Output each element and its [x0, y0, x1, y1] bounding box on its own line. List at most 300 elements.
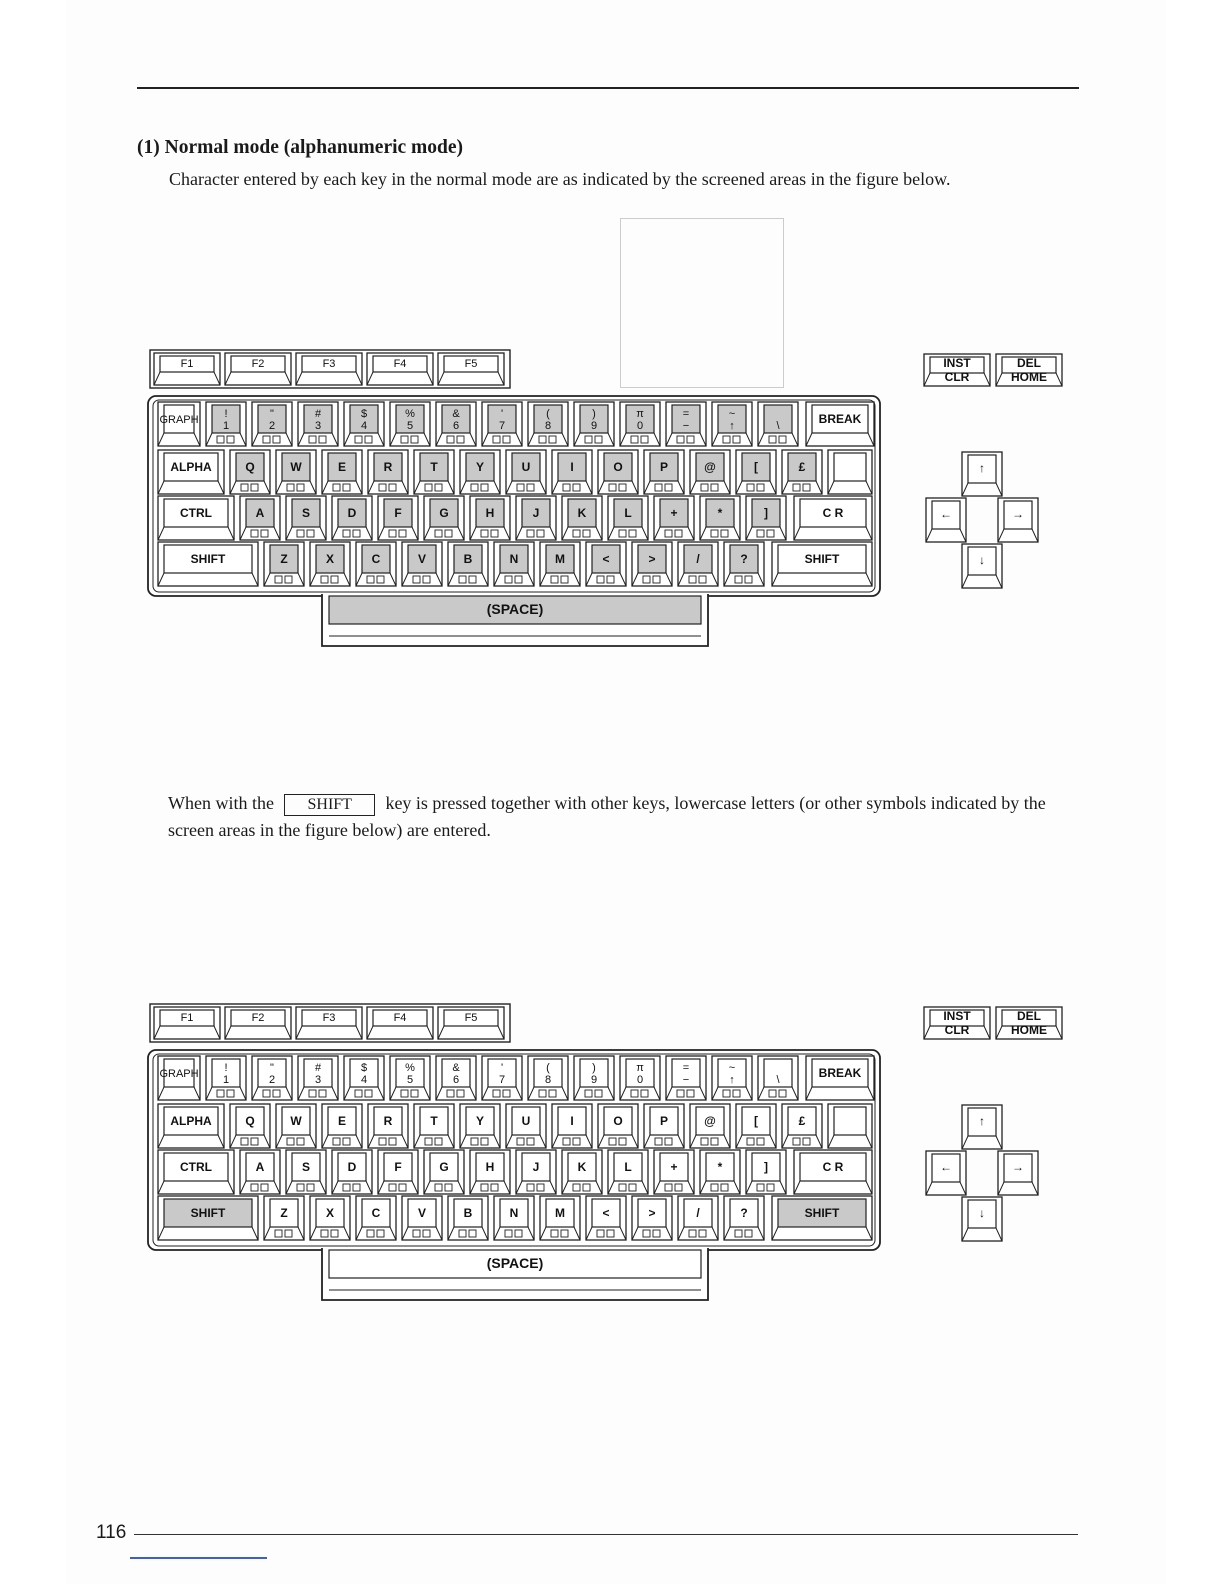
key-8[interactable]	[528, 1056, 568, 1100]
edit-key-del[interactable]	[996, 354, 1062, 386]
space-bar[interactable]	[322, 594, 708, 646]
key-char: J	[532, 1160, 540, 1174]
space-bar-label: (SPACE)	[486, 1255, 544, 1271]
edit-key-del[interactable]	[996, 1007, 1062, 1039]
key-/[interactable]	[678, 1196, 718, 1240]
key-char: R	[383, 460, 393, 474]
key-w[interactable]	[276, 1104, 316, 1148]
key-char: N	[509, 552, 519, 566]
key-2[interactable]	[252, 1056, 292, 1100]
function-key-label: F4	[393, 1012, 407, 1024]
edit-key-inst[interactable]	[924, 354, 990, 386]
shift-key-inline: SHIFT	[284, 794, 374, 816]
cr-key-label: C R	[822, 1160, 844, 1174]
key-lower-symbol: 3	[314, 1074, 322, 1086]
key-lower-symbol: \	[776, 420, 780, 432]
function-key-f4[interactable]	[367, 353, 433, 385]
key-\[interactable]	[758, 402, 798, 446]
edit-key-inst[interactable]	[924, 1007, 990, 1039]
key-9[interactable]	[574, 402, 614, 446]
key-[[interactable]	[736, 450, 776, 494]
key-upper-symbol: π	[636, 408, 644, 420]
key-char: J	[532, 506, 540, 520]
up-arrow-icon: ↑	[979, 1114, 985, 1128]
key-lower-symbol: 7	[498, 420, 506, 432]
key-char: D	[347, 506, 357, 520]
key-char: I	[570, 460, 574, 474]
cr-key[interactable]	[794, 496, 872, 540]
key-2[interactable]	[252, 402, 292, 446]
break-key-label: BREAK	[818, 412, 862, 426]
key-<[interactable]	[586, 542, 626, 586]
key-char: G	[439, 1160, 449, 1174]
key-char: A	[255, 1160, 265, 1174]
cr-key-label: C R	[822, 506, 844, 520]
key-char: V	[417, 552, 427, 566]
key-upper-symbol: π	[636, 1062, 644, 1074]
function-key-label: F4	[393, 358, 407, 370]
down-arrow-icon: ↓	[979, 553, 985, 567]
edit-key-lower-label: HOME	[1011, 1023, 1047, 1037]
key-char: Z	[280, 552, 288, 566]
key-upper-symbol: =	[682, 1062, 690, 1074]
key-char: £	[798, 1114, 806, 1128]
key-b[interactable]	[448, 542, 488, 586]
key-char: [	[754, 1114, 758, 1128]
side-keys-shift	[922, 1005, 1072, 1255]
key-char: Q	[245, 1114, 255, 1128]
key-+[interactable]	[654, 496, 694, 540]
key-upper-symbol: $	[360, 1062, 368, 1074]
key-char: F	[394, 506, 402, 520]
space-bar-label: (SPACE)	[486, 601, 544, 617]
key-i[interactable]	[552, 450, 592, 494]
edit-key-upper-label: DEL	[1017, 1009, 1041, 1023]
key-char: +	[670, 506, 678, 520]
key-t[interactable]	[414, 450, 454, 494]
function-key-label: F1	[180, 1012, 194, 1024]
key-lower-symbol: 6	[452, 1074, 460, 1086]
key-upper-symbol: &	[452, 1062, 460, 1074]
function-key-f1[interactable]	[154, 353, 220, 385]
edit-key-upper-label: INST	[943, 1009, 971, 1023]
key-lower-symbol: 1	[222, 1074, 230, 1086]
edit-key-upper-label: DEL	[1017, 356, 1041, 370]
key-?[interactable]	[724, 542, 764, 586]
key-7[interactable]	[482, 402, 522, 446]
key-upper-symbol: %	[405, 1062, 415, 1074]
graph-key-label: GRAPH	[159, 1068, 199, 1080]
function-key-f1[interactable]	[154, 1007, 220, 1039]
key-char: X	[325, 552, 335, 566]
left-arrow-icon: ←	[940, 507, 952, 521]
key-char: M	[555, 1206, 565, 1220]
key-q[interactable]	[230, 450, 270, 494]
key-char: L	[624, 1160, 632, 1174]
key-c[interactable]	[356, 542, 396, 586]
key-char: H	[485, 506, 495, 520]
key-d[interactable]	[332, 496, 372, 540]
function-key-f4[interactable]	[367, 1007, 433, 1039]
function-key-f2[interactable]	[225, 353, 291, 385]
key-x[interactable]	[310, 542, 350, 586]
key-t[interactable]	[414, 1104, 454, 1148]
key-l[interactable]	[608, 1150, 648, 1194]
keyboard-normal-mode	[146, 346, 886, 651]
key-x[interactable]	[310, 1196, 350, 1240]
key-v[interactable]	[402, 542, 442, 586]
key-u[interactable]	[506, 450, 546, 494]
key-*[interactable]	[700, 1150, 740, 1194]
key-upper-symbol: )	[592, 1062, 596, 1074]
right-arrow-icon: →	[1012, 1160, 1024, 1174]
key-[[interactable]	[736, 1104, 776, 1148]
key-lower-symbol: 9	[590, 1074, 598, 1086]
key-g[interactable]	[424, 1150, 464, 1194]
key-char: +	[670, 1160, 678, 1174]
key-u[interactable]	[506, 1104, 546, 1148]
key-d[interactable]	[332, 1150, 372, 1194]
key-m[interactable]	[540, 542, 580, 586]
key-m[interactable]	[540, 1196, 580, 1240]
key-6[interactable]	[436, 1056, 476, 1100]
function-key-f5[interactable]	[438, 1007, 504, 1039]
function-key-f3[interactable]	[296, 353, 362, 385]
key-j[interactable]	[516, 496, 556, 540]
key-o[interactable]	[598, 1104, 638, 1148]
key-6[interactable]	[436, 402, 476, 446]
key-−[interactable]	[666, 402, 706, 446]
key-4[interactable]	[344, 402, 384, 446]
key-char: N	[509, 1206, 519, 1220]
key-upper-symbol: !	[224, 408, 228, 420]
key-p[interactable]	[644, 1104, 684, 1148]
key-char: *	[717, 506, 723, 520]
key-↑[interactable]	[712, 1056, 752, 1100]
shift-paragraph	[168, 790, 1080, 844]
key-char: B	[463, 1206, 473, 1220]
key-lower-symbol: −	[682, 420, 690, 432]
shift-key-label: SHIFT	[190, 552, 226, 566]
key-z[interactable]	[264, 1196, 304, 1240]
key-r[interactable]	[368, 450, 408, 494]
left-arrow-key[interactable]	[926, 1151, 966, 1195]
key-lower-symbol: 9	[590, 420, 598, 432]
left-shift-key[interactable]	[158, 1196, 258, 1240]
key-8[interactable]	[528, 402, 568, 446]
key-5[interactable]	[390, 402, 430, 446]
key-lower-symbol: ↑	[729, 1074, 735, 1086]
left-shift-key[interactable]	[158, 542, 258, 586]
shift-key-label: SHIFT	[804, 1206, 840, 1220]
key-lower-symbol: \	[776, 1074, 780, 1086]
key-char: W	[290, 460, 302, 474]
graph-key-label: GRAPH	[159, 414, 199, 426]
graph-key[interactable]	[158, 1056, 200, 1100]
key-lower-symbol: 5	[406, 1074, 414, 1086]
ctrl-key[interactable]	[158, 496, 234, 540]
shift-key-label: SHIFT	[804, 552, 840, 566]
alpha-key-label: ALPHA	[170, 460, 212, 474]
key-char: Z	[280, 1206, 288, 1220]
key-char: T	[430, 1114, 438, 1128]
key-upper-symbol: (	[546, 1062, 550, 1074]
shift-key-label: SHIFT	[190, 1206, 226, 1220]
key-char: /	[696, 1206, 700, 1220]
key-char: ]	[764, 506, 768, 520]
key-n[interactable]	[494, 542, 534, 586]
key-o[interactable]	[598, 450, 638, 494]
main-keyboard	[148, 396, 880, 596]
right-shift-key[interactable]	[772, 542, 872, 586]
key-lower-symbol: 6	[452, 420, 460, 432]
function-key-f2[interactable]	[225, 1007, 291, 1039]
key-lower-symbol: 3	[314, 420, 322, 432]
break-key-label: BREAK	[818, 1066, 862, 1080]
key-\[interactable]	[758, 1056, 798, 1100]
graph-key[interactable]	[158, 402, 200, 446]
key-][interactable]	[746, 1150, 786, 1194]
key-i[interactable]	[552, 1104, 592, 1148]
key-1[interactable]	[206, 402, 246, 446]
key-0[interactable]	[620, 1056, 660, 1100]
top-rule	[137, 87, 1079, 89]
key-upper-symbol: #	[314, 1062, 322, 1074]
function-key-row	[150, 350, 510, 388]
key-@[interactable]	[690, 1104, 730, 1148]
key-lower-symbol: 0	[636, 420, 644, 432]
key-lower-symbol: 4	[360, 420, 368, 432]
function-key-f5[interactable]	[438, 353, 504, 385]
key-char: T	[430, 460, 438, 474]
key-upper-symbol: (	[546, 408, 550, 420]
key-char: D	[347, 1160, 357, 1174]
key-upper-symbol: '	[500, 408, 504, 420]
up-arrow-key[interactable]	[962, 1105, 1002, 1149]
shift-text-after: key is pressed together with other keys, lowercase letters (or other symbols indicated by the screen areas in the figure below) are entered.	[168, 793, 1046, 840]
key-k[interactable]	[562, 1150, 602, 1194]
key-char: S	[301, 1160, 311, 1174]
ctrl-key-label: CTRL	[180, 1160, 212, 1174]
key-lower-symbol: 0	[636, 1074, 644, 1086]
key-char: ?	[740, 1206, 748, 1220]
key-char: P	[659, 460, 669, 474]
alpha-key[interactable]	[158, 1104, 224, 1148]
blank-key[interactable]	[828, 450, 872, 494]
page-number: 116	[96, 1522, 127, 1543]
key-v[interactable]	[402, 1196, 442, 1240]
key->[interactable]	[632, 542, 672, 586]
key-lower-symbol: 8	[544, 420, 552, 432]
key-3[interactable]	[298, 1056, 338, 1100]
key-n[interactable]	[494, 1196, 534, 1240]
function-key-label: F5	[464, 358, 478, 370]
edit-key-lower-label: HOME	[1011, 370, 1047, 384]
key-0[interactable]	[620, 402, 660, 446]
key-b[interactable]	[448, 1196, 488, 1240]
key-char: V	[417, 1206, 427, 1220]
ctrl-key-label: CTRL	[180, 506, 212, 520]
function-key-label: F3	[322, 358, 336, 370]
alpha-key[interactable]	[158, 450, 224, 494]
key-r[interactable]	[368, 1104, 408, 1148]
key-g[interactable]	[424, 496, 464, 540]
key-upper-symbol: ~	[728, 1062, 736, 1074]
ctrl-key[interactable]	[158, 1150, 234, 1194]
key-lower-symbol: 1	[222, 420, 230, 432]
key-upper-symbol: ~	[728, 408, 736, 420]
key-w[interactable]	[276, 450, 316, 494]
key-char: A	[255, 506, 265, 520]
key-char: Y	[475, 1114, 485, 1128]
key-char: B	[463, 552, 473, 566]
key-9[interactable]	[574, 1056, 614, 1100]
key-char: C	[371, 1206, 381, 1220]
key-4[interactable]	[344, 1056, 384, 1100]
key-char: P	[659, 1114, 669, 1128]
key-char: K	[577, 506, 587, 520]
key-char: O	[613, 1114, 623, 1128]
up-arrow-key[interactable]	[962, 452, 1002, 496]
key-/[interactable]	[678, 542, 718, 586]
function-key-label: F2	[251, 1012, 265, 1024]
key-char: I	[570, 1114, 574, 1128]
key-<[interactable]	[586, 1196, 626, 1240]
key-s[interactable]	[286, 1150, 326, 1194]
function-key-row	[150, 1004, 510, 1042]
key-char: M	[555, 552, 565, 566]
key-char: E	[337, 1114, 347, 1128]
key-h[interactable]	[470, 1150, 510, 1194]
key-char: <	[602, 1206, 610, 1220]
key-k[interactable]	[562, 496, 602, 540]
function-key-label: F1	[180, 358, 194, 370]
key-char: C	[371, 552, 381, 566]
key-char: R	[383, 1114, 393, 1128]
key-char: S	[301, 506, 311, 520]
key-j[interactable]	[516, 1150, 556, 1194]
intro-paragraph: Character entered by each key in the normal mode are as indicated by the screened areas in the figure below.	[169, 169, 951, 189]
key-char: W	[290, 1114, 302, 1128]
key-a[interactable]	[240, 496, 280, 540]
key-e[interactable]	[322, 1104, 362, 1148]
key-][interactable]	[746, 496, 786, 540]
space-bar[interactable]	[322, 1248, 708, 1300]
key-↑[interactable]	[712, 402, 752, 446]
key-char: L	[624, 506, 632, 520]
key-upper-symbol: $	[360, 408, 368, 420]
key-lower-symbol: 5	[406, 420, 414, 432]
key-char: U	[521, 460, 531, 474]
key-+[interactable]	[654, 1150, 694, 1194]
key-char: ]	[764, 1160, 768, 1174]
right-shift-key[interactable]	[772, 1196, 872, 1240]
key-lower-symbol: 7	[498, 1074, 506, 1086]
key-1[interactable]	[206, 1056, 246, 1100]
right-arrow-key[interactable]	[998, 498, 1038, 542]
function-key-label: F2	[251, 358, 265, 370]
key-char: /	[696, 552, 700, 566]
key-s[interactable]	[286, 496, 326, 540]
key-lower-symbol: ↑	[729, 420, 735, 432]
down-arrow-key[interactable]	[962, 544, 1002, 588]
break-key[interactable]	[806, 1056, 874, 1100]
key-f[interactable]	[378, 496, 418, 540]
edit-key-lower-label: CLR	[944, 1023, 970, 1037]
key-char: X	[325, 1206, 335, 1220]
key-char: K	[577, 1160, 587, 1174]
key-£[interactable]	[782, 1104, 822, 1148]
key-char: £	[798, 460, 806, 474]
key-char: Y	[475, 460, 485, 474]
key-z[interactable]	[264, 542, 304, 586]
key-lower-symbol: 2	[268, 420, 276, 432]
key-lower-symbol: −	[682, 1074, 690, 1086]
blank-key[interactable]	[828, 1104, 872, 1148]
key-y[interactable]	[460, 1104, 500, 1148]
key-q[interactable]	[230, 1104, 270, 1148]
down-arrow-icon: ↓	[979, 1206, 985, 1220]
key-upper-symbol: %	[405, 408, 415, 420]
right-arrow-key[interactable]	[998, 1151, 1038, 1195]
key-char: *	[717, 1160, 723, 1174]
key-h[interactable]	[470, 496, 510, 540]
keyboard-shift-mode	[146, 1000, 886, 1305]
left-arrow-icon: ←	[940, 1160, 952, 1174]
key-char: ?	[740, 552, 748, 566]
left-arrow-key[interactable]	[926, 498, 966, 542]
down-arrow-key[interactable]	[962, 1197, 1002, 1241]
side-keys-normal	[922, 352, 1072, 602]
key-@[interactable]	[690, 450, 730, 494]
key-char: H	[485, 1160, 495, 1174]
key-−[interactable]	[666, 1056, 706, 1100]
key-lower-symbol: 2	[268, 1074, 276, 1086]
key-e[interactable]	[322, 450, 362, 494]
break-key[interactable]	[806, 402, 874, 446]
section-heading: (1) Normal mode (alphanumeric mode)	[137, 137, 464, 158]
key-lower-symbol: 8	[544, 1074, 552, 1086]
cr-key[interactable]	[794, 1150, 872, 1194]
function-key-f3[interactable]	[296, 1007, 362, 1039]
key-3[interactable]	[298, 402, 338, 446]
key-y[interactable]	[460, 450, 500, 494]
key-char: Q	[245, 460, 255, 474]
key-l[interactable]	[608, 496, 648, 540]
right-arrow-icon: →	[1012, 507, 1024, 521]
key-char: F	[394, 1160, 402, 1174]
key-f[interactable]	[378, 1150, 418, 1194]
key-*[interactable]	[700, 496, 740, 540]
key-a[interactable]	[240, 1150, 280, 1194]
key-upper-symbol: &	[452, 408, 460, 420]
key-?[interactable]	[724, 1196, 764, 1240]
key-char: E	[337, 460, 347, 474]
key-upper-symbol: #	[314, 408, 322, 420]
key-c[interactable]	[356, 1196, 396, 1240]
key-char: @	[704, 460, 716, 474]
function-key-label: F3	[322, 1012, 336, 1024]
key-5[interactable]	[390, 1056, 430, 1100]
key-p[interactable]	[644, 450, 684, 494]
key-char: O	[613, 460, 623, 474]
key-upper-symbol: )	[592, 408, 596, 420]
key-£[interactable]	[782, 450, 822, 494]
key->[interactable]	[632, 1196, 672, 1240]
key-char: >	[648, 1206, 656, 1220]
key-7[interactable]	[482, 1056, 522, 1100]
footer-rule	[134, 1534, 1078, 1535]
